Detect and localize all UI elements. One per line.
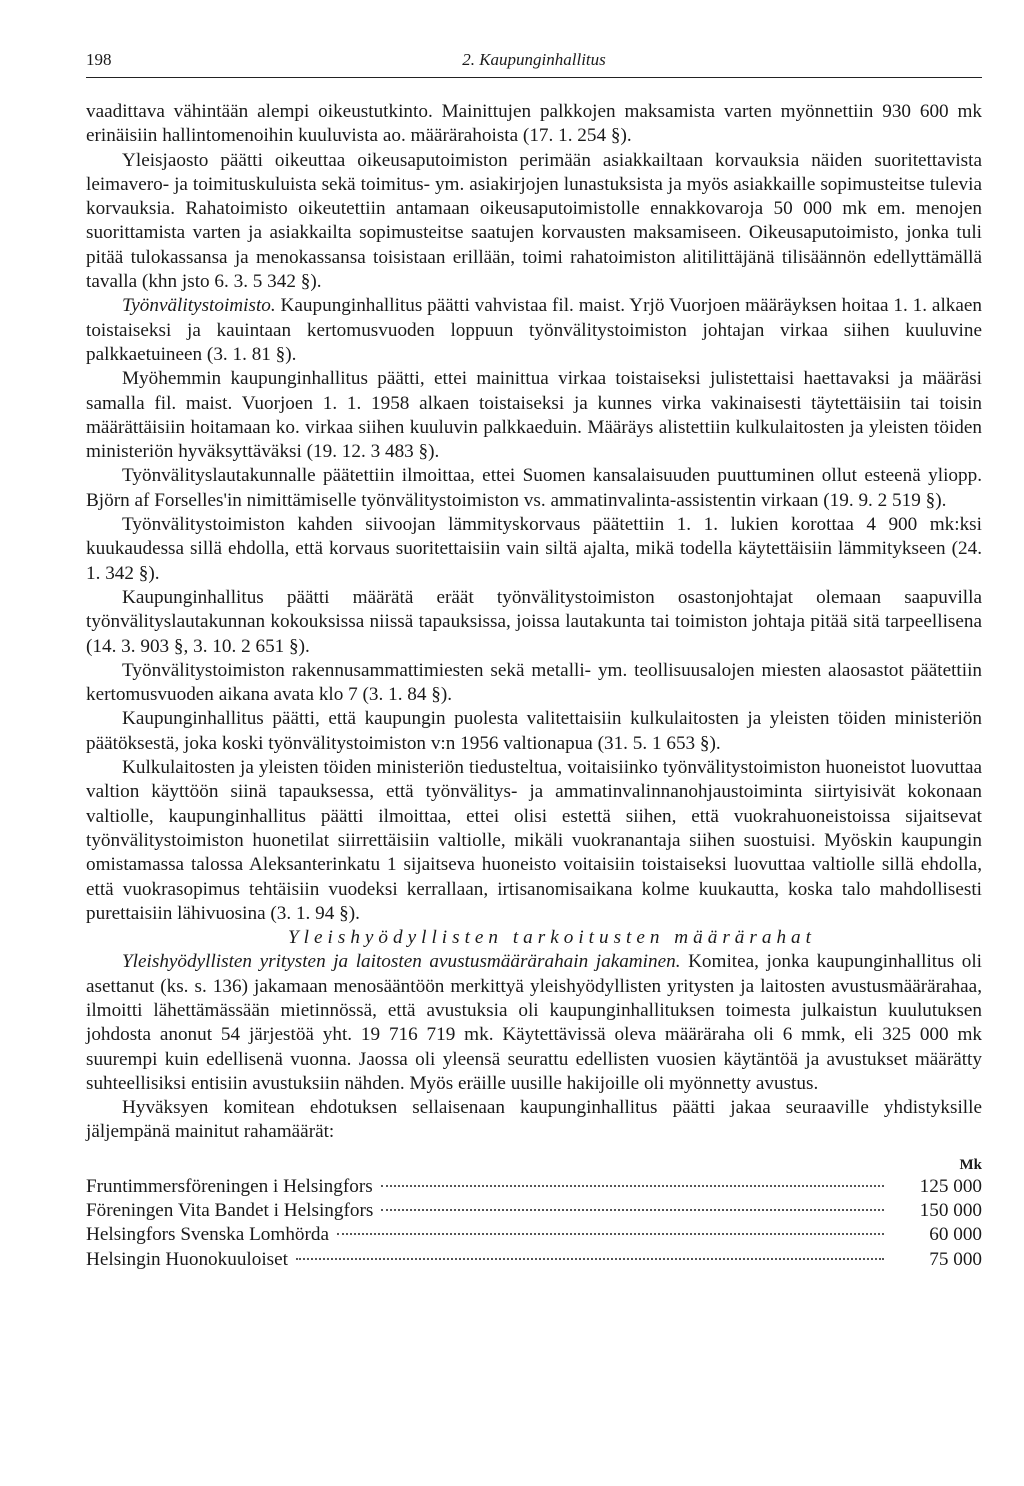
paragraph: Myöhemmin kaupunginhallitus päätti, ettei mainittua virkaa toistaiseksi julistettaisi haettavaksi ja määräsi samalla fil. maist. Vuorjoen 1. 1. 1958 alkaen toistaiseksi ja kunnes virka vakinaisesti täytettäisiin tai toisin määrättäisiin hoitamaan ko. virkaa siihen kuuluvin palkkaeduin. Määräys alistettiin kulkulaitosten ja yleisten töiden ministeriön hyväksyttäväksi (19. 12. 3 483 §). — [86, 368, 982, 463]
allocation-name: Fruntimmersföreningen i Helsingfors — [86, 1175, 373, 1197]
running-title: 2. Kaupunginhallitus — [462, 50, 606, 69]
paragraph: Hyväksyen komitean ehdotuksen sellaisenaan kaupunginhallitus päätti jakaa seuraaville yhdistyksille jäljempänä mainitut rahamäärät: — [86, 1097, 982, 1143]
paragraph: vaadittava vähintään alempi oikeustutkinto. Mainittujen palkkojen maksamista varten myönnettiin 930 600 mk erinäisiin hallintomenoihin kuuluvista ao. määrärahoista (17. 1. 254 §). — [86, 101, 982, 147]
allocation-amount: 75 000 — [929, 1248, 982, 1270]
page-number: 198 — [86, 50, 112, 69]
allocation-name: Föreningen Vita Bandet i Helsingfors — [86, 1200, 374, 1222]
leader-dots — [296, 1258, 884, 1260]
document-page — [86, 44, 982, 1270]
paragraph: Kulkulaitosten ja yleisten töiden ministeriön tiedusteltua, voitaisiinko työnvälitystoimiston huoneistot luovuttaa valtion käyttöön siinä tapauksessa, että työnvälitys- ja ammatinvalinnanohjaustoiminta siirtyisivät kokonaan valtiolle, kaupunginhallitus päätti ilmoittaa, ettei olisi estettä siihen, että vuokrahuoneistoissa sijaitsevat työnvälitystoimiston huonetilat siirrettäisiin valtiolle, mikäli vuokranantaja siihen suostuisi. Myöskin kaupungin omistamassa talossa Aleksanterinkatu 1 sijaitseva huoneisto voitaisiin toistaiseksi luovuttaa valtiolle sillä ehdolla, että vuokrasopimus tehtäisiin vuodeksi kerrallaan, irtisanomisaikana kolme kuukautta, koska talo mahdollisesti purettaisiin lähivuosina (3. 1. 94 §). — [86, 757, 982, 924]
leader-dots — [381, 1209, 884, 1211]
paragraph: Työnvälitystoimisto. Kaupunginhallitus päätti vahvistaa fil. maist. Yrjö Vuorjoen määräyksen hoitaa 1. 1. alkaen toistaiseksi ja kauintaan kertomusvuoden loppuun työnvälitystoimiston johtajan virkaa siihen kuuluvine palkkaetuineen (3. 1. 81 §). — [86, 295, 982, 365]
allocation-row — [86, 1199, 982, 1223]
paragraph: Yleishyödyllisten yritysten ja laitosten avustusmäärärahain jakaminen. Komitea, jonka kaupunginhallitus oli asettanut (ks. s. 136) jakamaan menosääntöön merkittyä yleishyödyllisten yritysten ja laitosten avustusmäärärahaa, ilmoitti lähettämässään mietinnössä, että avustuksia oli kaupunginhallituksen toimesta julkaistun kuulutuksen johdosta anonut 54 järjestöä yht. 19 716 719 mk. Käytettävissä oleva määräraha oli 6 mmk, eli 325 000 mk suurempi kuin edellisenä vuonna. Jaossa oli yleensä seurattu edellisten vuosien käytäntöä ja avustukset määrätty suhteellisiksi entisiin avustuksiin nähden. Myös eräille uusille hakijoille oli myönnetty avustus. — [86, 951, 982, 1094]
section-heading: Yleishyödyllisten tarkoitusten määrärahat — [288, 927, 816, 949]
allocation-name: Helsingin Huonokuuloiset — [86, 1248, 288, 1270]
paragraph: Työnvälitystoimiston kahden siivoojan lämmityskorvaus päätettiin 1. 1. lukien korottaa 4 900 mk:ksi kuukaudessa sillä ehdolla, että korvaus suoritettaisiin vain siltä ajalta, mikä todella käytettäisiin lämmitykseen (24. 1. 342 §). — [86, 514, 982, 584]
leader-dots — [337, 1233, 884, 1235]
document-body — [86, 100, 982, 1272]
allocation-amount: 150 000 — [919, 1200, 982, 1222]
allocation-amount: 125 000 — [919, 1175, 982, 1197]
paragraph: Työnvälitystoimiston rakennusammattimiesten sekä metalli- ym. teollisuusalojen miesten alaosastot päätettiin kertomusvuoden aikana avata klo 7 (3. 1. 84 §). — [86, 659, 982, 706]
paragraph: Kaupunginhallitus päätti määrätä eräät työnvälitystoimiston osastonjohtajat olemaan saapuvilla työnvälityslautakunnan kokouksissa niissä tapauksissa, joissa lautakunta tai toimiston johtaja pitää sitä tarpeellisena (14. 3. 903 §, 3. 10. 2 651 §). — [86, 586, 982, 657]
page-header — [86, 44, 982, 72]
allocation-row — [86, 1223, 982, 1247]
allocation-name: Helsingfors Svenska Lomhörda — [86, 1224, 330, 1246]
paragraph: Työnvälityslautakunnalle päätettiin ilmoittaa, ettei Suomen kansalaisuuden puuttuminen ollut esteenä yliopp. Björn af Forselles'in nimittämiselle työnvälitystoimiston vs. ammatinvalinta-assistentin virkaan (19. 9. 2 519 §). — [86, 465, 982, 511]
leader-dots — [381, 1185, 884, 1187]
paragraph-lead: Työnvälitystoimisto. — [122, 295, 276, 317]
paragraph: Yleisjaosto päätti oikeuttaa oikeusaputoimiston perimään asiakkailtaan korvauksia näiden suoritettavista leimavero- ja toimituskuluista sekä toimitus- ym. asiakirjojen lunastuksista ja myös asiakkaille sopimusteitse tulevia korvauksia. Rahatoimisto oikeutettiin antamaan oikeusaputoimistolle ennakkovaroja 50 000 mk em. menojen suorittamista varten ja asiakkailta sopimusteitse saatujen korvausten maksamiseen. Oikeusaputoimisto, jonka tuli pitää tulokassansa ja menokassansa toisistaan erillään, toimi rahatoimiston alitilittäjänä tilisäännön edellyttämällä tavalla (khn jsto 6. 3. 5 342 §). — [86, 149, 982, 293]
paragraph: Kaupunginhallitus päätti, että kaupungin puolesta valitettaisiin kulkulaitosten ja yleisten töiden ministeriön päätöksestä, joka koski työnvälitystoimiston v:n 1956 valtionapua (31. 5. 1 653 §). — [86, 708, 982, 754]
allocation-row — [86, 1175, 982, 1199]
allocation-row — [86, 1248, 982, 1272]
currency-unit-label: Mk — [959, 1156, 982, 1173]
paragraph-lead: Yleishyödyllisten yritysten ja laitosten avustusmäärärahain jakaminen. — [122, 951, 681, 973]
allocation-amount: 60 000 — [929, 1224, 982, 1246]
header-rule — [86, 77, 982, 78]
